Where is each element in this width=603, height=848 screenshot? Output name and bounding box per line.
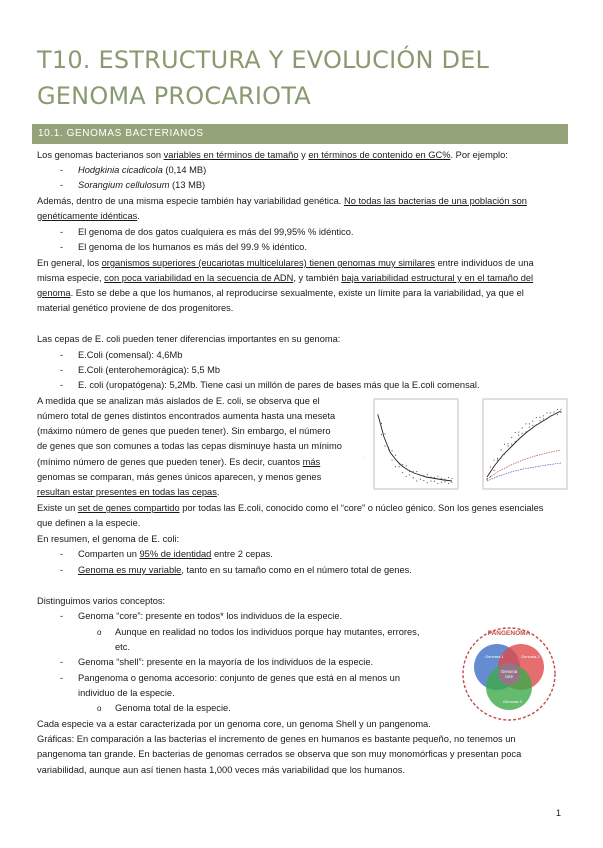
strains-paragraph: Las cepas de E. coli pueden tener diferencias importantes en su genoma: — [37, 334, 341, 344]
scatter-point — [430, 477, 431, 478]
scatter-point — [402, 472, 403, 473]
core-label-2: core — [504, 674, 514, 679]
scatter-point — [388, 447, 389, 448]
isolates-paragraph-cont: (máximo número de genes que pueden tener). Sin embargo, el número — [37, 426, 331, 436]
page-number: 1 — [556, 808, 562, 818]
pangenome-chart — [471, 397, 569, 502]
list-item — [78, 563, 412, 578]
scatter-point — [561, 409, 562, 410]
scatter-point — [518, 432, 519, 433]
scatter-point — [504, 444, 505, 445]
species-name: Hodgkinia cicadicola — [78, 165, 163, 175]
list-item: El genoma de los humanos es más del 99.9 % idéntico. — [78, 242, 307, 252]
scatter-point — [430, 481, 431, 482]
underlined-text: variables en términos de tamaño — [163, 150, 299, 160]
scatter-point — [434, 481, 435, 482]
text: , tanto en su tamaño como en el número total de genes. — [181, 565, 412, 575]
scatter-point — [515, 432, 516, 433]
underlined-text: set de genes compartido — [77, 503, 180, 513]
scatter-point — [554, 414, 555, 415]
scatter-point — [532, 425, 533, 426]
dash-bullet: - — [60, 380, 64, 390]
scatter-point — [536, 417, 537, 418]
text: y — [298, 150, 309, 160]
species-summary-paragraph: Cada especie va a estar caracterizada por un genoma core, un genoma Shell y un pangenoma. — [37, 719, 431, 729]
dash-bullet: - — [60, 673, 64, 683]
scatter-point — [561, 412, 562, 413]
sub-list-item: Aunque en realidad no todos los individuos porque hay mutantes, errores, — [115, 627, 420, 637]
scatter-point — [550, 416, 551, 417]
sub-list-item: Genoma total de la especie. — [115, 703, 231, 713]
summary-paragraph: En resumen, el genoma de E. coli: — [37, 534, 180, 544]
text: En general, los — [37, 258, 102, 268]
isolates-paragraph: A medida que se analizan más aislados de E. coli, se observa que el — [37, 396, 320, 406]
scatter-point — [452, 478, 453, 479]
scatter-point — [525, 423, 526, 424]
list-item — [78, 178, 205, 193]
scatter-point — [409, 471, 410, 472]
isolates-paragraph-cont: de genes que son comunes a todas las cepas disminuye hasta un mínimo — [37, 441, 342, 451]
scatter-point — [497, 460, 498, 461]
list-item — [78, 547, 273, 562]
scatter-point — [497, 458, 498, 459]
dash-bullet: - — [60, 611, 64, 621]
scatter-point — [490, 467, 491, 468]
variability-paragraph — [37, 194, 527, 209]
underlined-text: 95% de identidad — [139, 549, 212, 559]
scatter-point — [413, 477, 414, 478]
scatter-point — [543, 416, 544, 417]
scatter-point — [543, 418, 544, 419]
y-axis-label: · — [362, 455, 367, 457]
scatter-point — [406, 476, 407, 477]
isolates-paragraph-cont: genomas se comparan, más genes únicos aparecen, y menos genes — [37, 472, 322, 482]
list-item: E. coli (uropatógena): 5,2Mb. Tiene casi un millón de pares de bases más que la E.coli comensal. — [78, 380, 480, 390]
scatter-point — [529, 427, 530, 428]
scatter-point — [437, 476, 438, 477]
underlined-text: No todas las bacterias de una población son — [343, 196, 527, 206]
scatter-point — [448, 483, 449, 484]
dash-bullet: - — [60, 365, 64, 375]
list-item: E.Coli (enterohemorágica): 5,5 Mb — [78, 365, 221, 375]
core-label-1: Genoma — [500, 669, 518, 674]
intro-paragraph — [37, 148, 508, 163]
section-title: 10.1. GENOMAS BACTERIANOS — [38, 128, 204, 139]
venn-title: PANGENOMA — [487, 630, 531, 637]
core-genome-chart — [362, 397, 460, 502]
organisms-paragraph-cont — [37, 271, 533, 286]
underlined-text: más — [302, 457, 321, 467]
dash-bullet: - — [60, 350, 64, 360]
underlined-text: con poca variabilidad en la secuencia de ADN — [104, 273, 294, 283]
scatter-point — [385, 446, 386, 447]
text: (mínimo número de genes que pueden tener). Es decir, cuantos — [37, 457, 303, 467]
scatter-point — [522, 428, 523, 429]
genome-3-label: Genoma 3 — [503, 699, 522, 704]
graphs-paragraph: Gráficas: En comparación a las bacterias el incremento de genes en humanos es bastante pequeño, no tenemos un — [37, 734, 516, 744]
scatter-point — [399, 463, 400, 464]
scatter-point — [448, 477, 449, 478]
dash-bullet: - — [60, 165, 64, 175]
scatter-point — [378, 415, 379, 416]
variability-paragraph-cont — [37, 209, 140, 224]
scatter-point — [378, 414, 379, 415]
graphs-paragraph-cont: pangenoma tan grande. En bacterias de genomas cerrados se observa que son muy monomórficas y presentan poca — [37, 749, 522, 759]
scatter-point — [441, 478, 442, 479]
genome-1-label: Genoma 1 — [485, 654, 504, 659]
scatter-point — [420, 475, 421, 476]
scatter-point — [536, 424, 537, 425]
text: , y también — [293, 273, 342, 283]
scatter-point — [445, 479, 446, 480]
isolates-paragraph-cont — [37, 455, 320, 470]
text: Existe un — [37, 503, 78, 513]
genome-2-label: Genoma 2 — [521, 654, 540, 659]
graphs-paragraph-cont: variabilidad, aunque aun así tienen hasta 1,000 veces más variabilidad que los humanos. — [37, 765, 405, 775]
scatter-point — [395, 466, 396, 467]
underlined-text: genoma — [37, 288, 71, 298]
species-name: Sorangium cellulosum — [78, 180, 170, 190]
dash-bullet: - — [60, 227, 64, 237]
scatter-point — [522, 433, 523, 434]
sub-list-item-cont: etc. — [115, 642, 130, 652]
dash-bullet: - — [60, 242, 64, 252]
underlined-text: Genoma es muy variable — [78, 565, 182, 575]
scatter-point — [511, 437, 512, 438]
scatter-point — [501, 457, 502, 458]
scatter-point — [546, 419, 547, 420]
scatter-point — [409, 475, 410, 476]
chapter-title — [37, 42, 557, 114]
scatter-point — [385, 433, 386, 434]
underlined-text: organismos superiores (eucariotas multicelulares) tienen genomas muy similares — [101, 258, 435, 268]
underlined-text: resultan estar presentes en todas las cepas — [37, 487, 217, 497]
scatter-point — [381, 434, 382, 435]
organisms-paragraph-cont — [37, 286, 524, 301]
text: entre individuos de una — [434, 258, 534, 268]
scatter-point — [388, 449, 389, 450]
scatter-point — [525, 432, 526, 433]
list-item-pangenome-cont: individuo de la especie. — [78, 688, 175, 698]
genome-size: (13 MB) — [169, 180, 206, 190]
underlined-text: genéticamente idénticas — [37, 211, 138, 221]
scatter-point — [529, 423, 530, 424]
scatter-point — [441, 482, 442, 483]
text: por todas las E.coli, conocido como el “core” o núcleo génico. Son los genes esenciales — [179, 503, 544, 513]
scatter-point — [406, 465, 407, 466]
list-item — [78, 163, 206, 178]
scatter-point — [494, 460, 495, 461]
scatter-point — [532, 421, 533, 422]
scatter-point — [452, 482, 453, 483]
scatter-point — [416, 471, 417, 472]
section-header-bar — [32, 124, 568, 144]
text: . — [216, 487, 220, 497]
scatter-point — [427, 482, 428, 483]
scatter-point — [381, 423, 382, 424]
scatter-point — [487, 479, 488, 480]
circle-bullet: o — [97, 704, 102, 713]
scatter-point — [399, 466, 400, 467]
list-item-core: Genoma “core”: presente en todos* los individuos de la especie. — [78, 611, 343, 621]
genome-size: (0,14 MB) — [162, 165, 207, 175]
scatter-point — [423, 480, 424, 481]
pangenome-venn-diagram — [459, 624, 559, 722]
scatter-point — [511, 444, 512, 445]
scatter-point — [554, 412, 555, 413]
text: Comparten un — [78, 549, 140, 559]
scatter-point — [546, 412, 547, 413]
scatter-point — [508, 443, 509, 444]
scatter-point — [423, 475, 424, 476]
list-item-pangenome: Pangenoma o genoma accesorio: conjunto de genes que está en al menos un — [78, 673, 401, 683]
underlined-text: baja variabilidad estructural y en el tamaño del — [341, 273, 534, 283]
scatter-point — [416, 481, 417, 482]
organisms-paragraph — [37, 256, 534, 271]
list-item-shell: Genoma “shell”: presente en la mayoría de los individuos de la especie. — [78, 657, 374, 667]
scatter-point — [487, 478, 488, 479]
title-line-1: T10. ESTRUCTURA Y EVOLUCIÓN DEL — [37, 46, 490, 74]
scatter-point — [504, 454, 505, 455]
concepts-paragraph: Distinguimos varios conceptos: — [37, 596, 166, 606]
isolates-paragraph-cont: número total de genes distintos encontrados aumenta hasta una meseta — [37, 411, 336, 421]
text: . Por ejemplo: — [450, 150, 508, 160]
scatter-point — [518, 435, 519, 436]
scatter-point — [501, 450, 502, 451]
scatter-point — [515, 441, 516, 442]
scatter-point — [437, 483, 438, 484]
text: entre 2 cepas. — [211, 549, 273, 559]
scatter-point — [402, 464, 403, 465]
scatter-point — [550, 412, 551, 413]
list-item: E.Coli (comensal): 4,6Mb — [78, 350, 183, 360]
circle-bullet: o — [97, 628, 102, 637]
scatter-point — [445, 481, 446, 482]
list-item: El genoma de dos gatos cualquiera es más del 99,95% % idéntico. — [78, 227, 354, 237]
dash-bullet: - — [60, 549, 64, 559]
underlined-text: en términos de contenido en GC% — [308, 150, 451, 160]
text: . — [137, 211, 140, 221]
scatter-point — [494, 470, 495, 471]
scatter-point — [557, 414, 558, 415]
text: . Esto se debe a que los humanos, al reproducirse sexualmente, existe un límite para la variabilidad, ya que el — [70, 288, 524, 298]
scatter-point — [508, 446, 509, 447]
scatter-point — [427, 474, 428, 475]
scatter-point — [413, 471, 414, 472]
scatter-point — [434, 477, 435, 478]
scatter-point — [420, 479, 421, 480]
isolates-paragraph-cont — [37, 485, 219, 500]
organisms-paragraph-cont: material genético proviene de dos progenitores. — [37, 303, 234, 313]
text: misma especie, — [37, 273, 105, 283]
core-set-paragraph — [37, 501, 543, 516]
dash-bullet: - — [60, 657, 64, 667]
scatter-point — [395, 455, 396, 456]
scatter-point — [539, 417, 540, 418]
scatter-point — [490, 476, 491, 477]
dash-bullet: - — [60, 180, 64, 190]
core-set-paragraph-cont: que definen a la especie. — [37, 518, 141, 528]
scatter-point — [539, 421, 540, 422]
text: Los genomas bacterianos son — [37, 150, 164, 160]
scatter-point — [392, 460, 393, 461]
dash-bullet: - — [60, 565, 64, 575]
scatter-point — [392, 450, 393, 451]
title-line-2: GENOMA PROCARIOTA — [37, 82, 311, 110]
scatter-point — [557, 409, 558, 410]
text: Además, dentro de una misma especie también hay variabilidad genética. — [37, 196, 344, 206]
